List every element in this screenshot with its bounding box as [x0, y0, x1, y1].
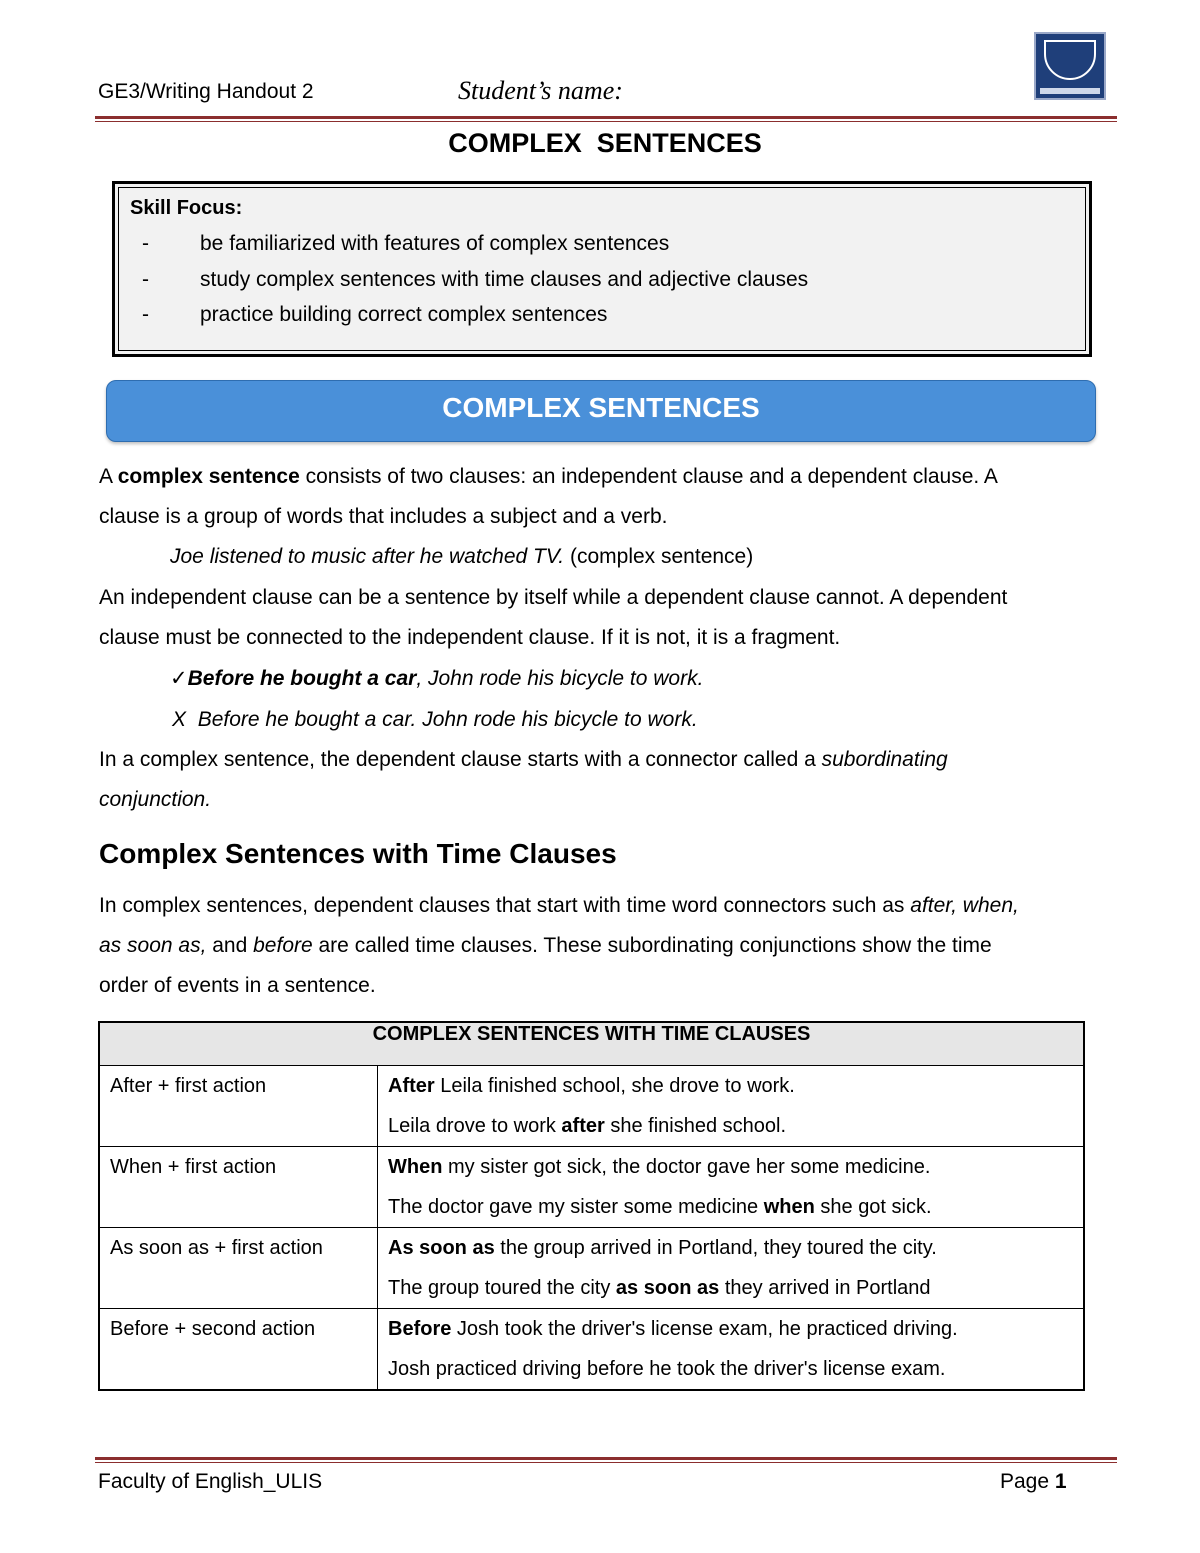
skill-focus-item: - practice building correct complex sentences [142, 303, 608, 326]
table-row [99, 1228, 1084, 1309]
footer-rule [95, 1457, 1117, 1460]
section-paragraph-line: order of events in a sentence. [99, 974, 376, 997]
table-cell-examples: When my sister got sick, the doctor gave her some medicine. The doctor gave my sister some medicine when she got sick. [378, 1147, 1085, 1228]
skill-focus-item: - study complex sentences with time clauses and adjective clauses [142, 268, 809, 291]
header-rule [95, 116, 1117, 119]
table-cell-pattern: As soon as + first action [99, 1228, 378, 1309]
correct-example: ✓Before he bought a car, John rode his bicycle to work. [170, 667, 704, 690]
skill-focus-heading: Skill Focus: [130, 197, 243, 219]
page-number: Page 1 [1000, 1470, 1067, 1493]
table-cell-examples: After Leila finished school, she drove to work. Leila drove to work after she finished school. [378, 1066, 1085, 1147]
section-banner-title: COMPLEX SENTENCES [442, 392, 760, 423]
section-paragraph-line: In complex sentences, dependent clauses that start with time word connectors such as after, when, [99, 894, 1019, 917]
table-cell-examples: Before Josh took the driver's license exam, he practiced driving. Josh practiced driving before he took the driver's license exam. [378, 1309, 1085, 1391]
table-row [99, 1309, 1084, 1391]
footer-faculty: Faculty of English_ULIS [98, 1470, 323, 1493]
intro-paragraph-line: In a complex sentence, the dependent clause starts with a connector called a subordinating [99, 748, 948, 771]
university-logo-icon [1034, 32, 1106, 100]
section-heading: Complex Sentences with Time Clauses [99, 838, 617, 869]
time-clauses-table [98, 1021, 1085, 1391]
header-rule-thin [95, 121, 1117, 122]
table-cell-pattern: Before + second action [99, 1309, 378, 1391]
example-sentence: Joe listened to music after he watched TV. (complex sentence) [170, 545, 754, 568]
table-row [99, 1066, 1084, 1147]
table-row [99, 1147, 1084, 1228]
incorrect-example: X Before he bought a car. John rode his bicycle to work. [172, 708, 698, 731]
skill-focus-item: - be familiarized with features of complex sentences [142, 232, 670, 255]
table-cell-pattern: After + first action [99, 1066, 378, 1147]
intro-paragraph-line: clause must be connected to the independent clause. If it is not, it is a fragment. [99, 626, 841, 649]
table-cell-pattern: When + first action [99, 1147, 378, 1228]
cross-mark-icon: X [172, 708, 187, 731]
intro-paragraph-line: An independent clause can be a sentence by itself while a dependent clause cannot. A dependent [99, 586, 1008, 609]
intro-paragraph-line: clause is a group of words that includes a subject and a verb. [99, 505, 668, 528]
table-header: COMPLEX SENTENCES WITH TIME CLAUSES [99, 1022, 1084, 1066]
check-mark-icon: ✓ [170, 667, 188, 690]
footer-rule-thin [95, 1462, 1117, 1463]
section-paragraph-line: as soon as, and before are called time clauses. These subordinating conjunctions show the time [99, 934, 992, 957]
intro-paragraph-line: conjunction. [99, 788, 212, 811]
intro-paragraph-line: A complex sentence consists of two clauses: an independent clause and a dependent clause. A [99, 465, 998, 488]
header-course: GE3/Writing Handout 2 [98, 80, 314, 103]
student-name-label: Student’s name: [458, 76, 623, 105]
page-title: COMPLEX SENTENCES [448, 128, 762, 158]
table-cell-examples: As soon as the group arrived in Portland, they toured the city. The group toured the city as soon as they arrived in Portland [378, 1228, 1085, 1309]
